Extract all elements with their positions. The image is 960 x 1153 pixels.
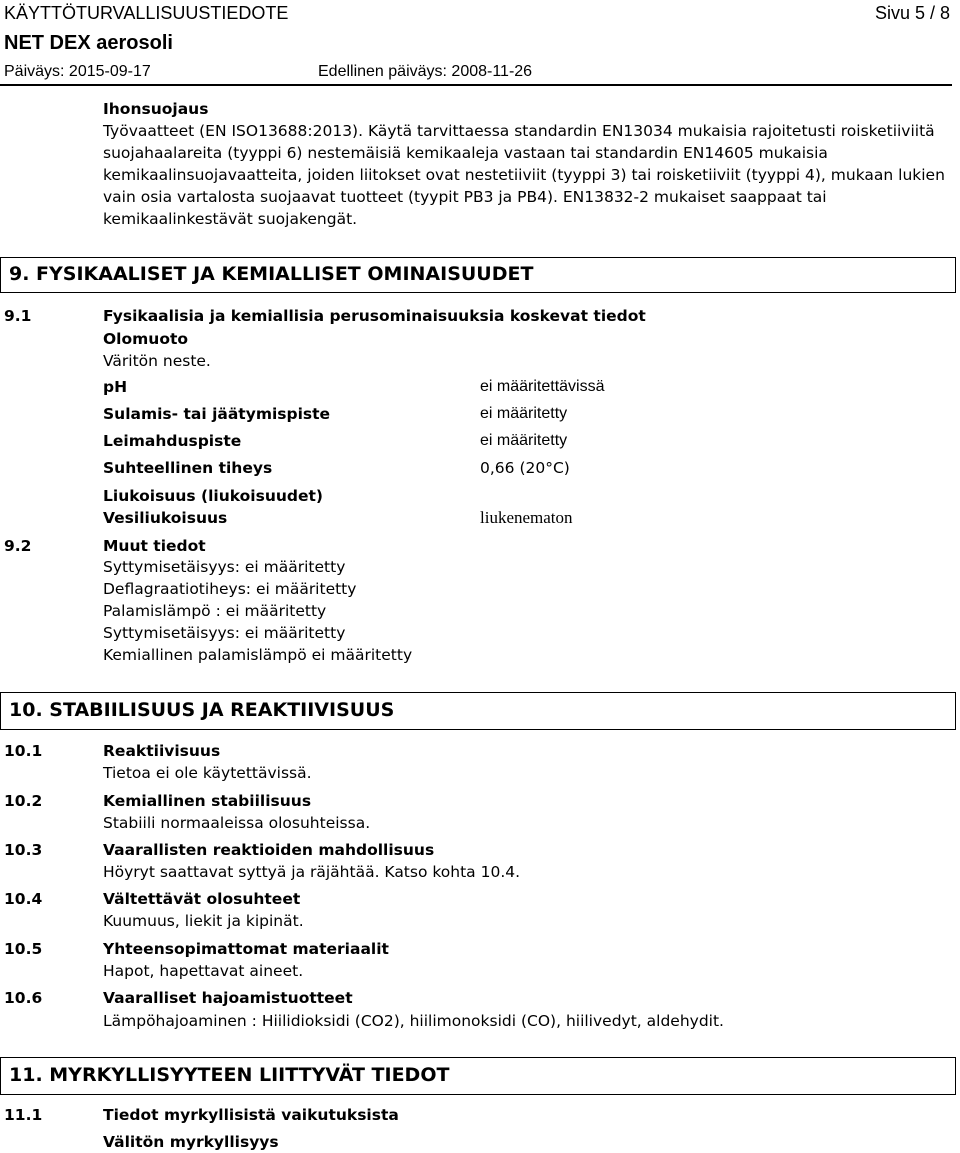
subsection-title: Kemiallinen stabiilisuus bbox=[103, 792, 312, 810]
subsection-title: Muut tiedot bbox=[103, 537, 206, 555]
skin-protection-heading: Ihonsuojaus bbox=[103, 100, 209, 118]
property-label: Liukoisuus (liukoisuudet) bbox=[103, 487, 323, 505]
subsection-title: Tiedot myrkyllisistä vaikutuksista bbox=[103, 1106, 399, 1124]
property-label: Vesiliukoisuus bbox=[103, 509, 228, 527]
property-label: Olomuoto bbox=[103, 330, 189, 348]
other-info-list bbox=[103, 556, 953, 666]
subsection-number: 10.6 bbox=[4, 989, 43, 1007]
list-item: Deflagraatiotiheys: ei määritetty bbox=[103, 580, 357, 598]
property-value: ei määritettävissä bbox=[480, 378, 605, 395]
section-9-header bbox=[0, 257, 956, 293]
property-value: Väritön neste. bbox=[103, 352, 211, 370]
list-item: Syttymisetäisyys: ei määritetty bbox=[103, 558, 346, 576]
subsection-number: 10.1 bbox=[4, 742, 43, 760]
header-divider bbox=[0, 84, 952, 86]
subsection-title: Yhteensopimattomat materiaalit bbox=[103, 940, 389, 958]
section-title: 9. FYSIKAALISET JA KEMIALLISET OMINAISUUDET bbox=[9, 263, 534, 285]
skin-protection-text bbox=[103, 120, 953, 230]
text-line: suojahaalareita (tyyppi 6) nestemäisiä kemikaaleja vastaan tai standardin EN14605 mukaisia bbox=[103, 144, 828, 162]
property-label: pH bbox=[103, 378, 128, 396]
section-11-header bbox=[0, 1057, 956, 1095]
subsection-number: 9.2 bbox=[4, 537, 32, 555]
subsection-number: 11.1 bbox=[4, 1106, 43, 1124]
section-title: 10. STABIILISUUS JA REAKTIIVISUUS bbox=[9, 699, 395, 721]
property-value: ei määritetty bbox=[480, 405, 568, 422]
list-item: Syttymisetäisyys: ei määritetty bbox=[103, 624, 346, 642]
text-line: Työvaatteet (EN ISO13688:2013). Käytä tarvittaessa standardin EN13034 mukaisia rajoitetusti roisketiiviitä bbox=[103, 122, 935, 140]
subsection-text: Kuumuus, liekit ja kipinät. bbox=[103, 912, 304, 930]
subsection-number: 10.2 bbox=[4, 792, 43, 810]
page-number: Sivu 5 / 8 bbox=[874, 3, 950, 23]
subsection-title: Fysikaalisia ja kemiallisia perusominaisuuksia koskevat tiedot bbox=[103, 307, 646, 325]
list-item: Kemiallinen palamislämpö ei määritetty bbox=[103, 646, 413, 664]
issue-date: Päiväys: 2015-09-17 bbox=[4, 63, 151, 80]
subsection-text: Lämpöhajoaminen : Hiilidioksidi (CO2), hiilimonoksidi (CO), hiilivedyt, aldehydit. bbox=[103, 1012, 724, 1030]
subsection-number: 9.1 bbox=[4, 307, 32, 325]
product-name: NET DEX aerosoli bbox=[4, 32, 173, 54]
section-10-header bbox=[0, 692, 956, 730]
subsection-text: Hapot, hapettavat aineet. bbox=[103, 962, 304, 980]
subsection-title: Vaarallisten reaktioiden mahdollisuus bbox=[103, 841, 435, 859]
subsection-number: 10.4 bbox=[4, 890, 43, 908]
subsection-title: Reaktiivisuus bbox=[103, 742, 221, 760]
subsection-text: Höyryt saattavat syttyä ja räjähtää. Katso kohta 10.4. bbox=[103, 863, 521, 881]
previous-date: Edellinen päiväys: 2008-11-26 bbox=[318, 63, 533, 80]
text-line: vain osia vartalosta suojaavat tuotteet (tyypit PB3 ja PB4). EN13832-2 mukaiset saappaat tai bbox=[103, 188, 827, 206]
subsection-text: Stabiili normaaleissa olosuhteissa. bbox=[103, 814, 371, 832]
subsection-title: Vaaralliset hajoamistuotteet bbox=[103, 989, 353, 1007]
property-label: Välitön myrkyllisyys bbox=[103, 1133, 279, 1151]
subsection-text: Tietoa ei ole käytettävissä. bbox=[103, 764, 312, 782]
subsection-title: Vältettävät olosuhteet bbox=[103, 890, 301, 908]
subsection-number: 10.5 bbox=[4, 940, 43, 958]
property-label: Sulamis- tai jäätymispiste bbox=[103, 405, 331, 423]
property-value: 0,66 (20°C) bbox=[480, 459, 570, 477]
subsection-number: 10.3 bbox=[4, 841, 43, 859]
property-value: ei määritetty bbox=[480, 432, 568, 449]
property-value: liukenematon bbox=[480, 508, 573, 527]
property-label: Leimahduspiste bbox=[103, 432, 242, 450]
text-line: kemikaalinkestävät suojakengät. bbox=[103, 210, 358, 228]
property-label: Suhteellinen tiheys bbox=[103, 459, 273, 477]
list-item: Palamislämpö : ei määritetty bbox=[103, 602, 327, 620]
text-line: kemikaalinsuojavaatteita, joiden liitokset ovat nestetiiviit (tyyppi 3) tai roisketiiviit (tyyppi 4), mukaan lukien bbox=[103, 166, 945, 184]
section-title: 11. MYRKYLLISYYTEEN LIITTYVÄT TIEDOT bbox=[9, 1064, 450, 1086]
document-type: KÄYTTÖTURVALLISUUSTIEDOTE bbox=[4, 3, 289, 23]
